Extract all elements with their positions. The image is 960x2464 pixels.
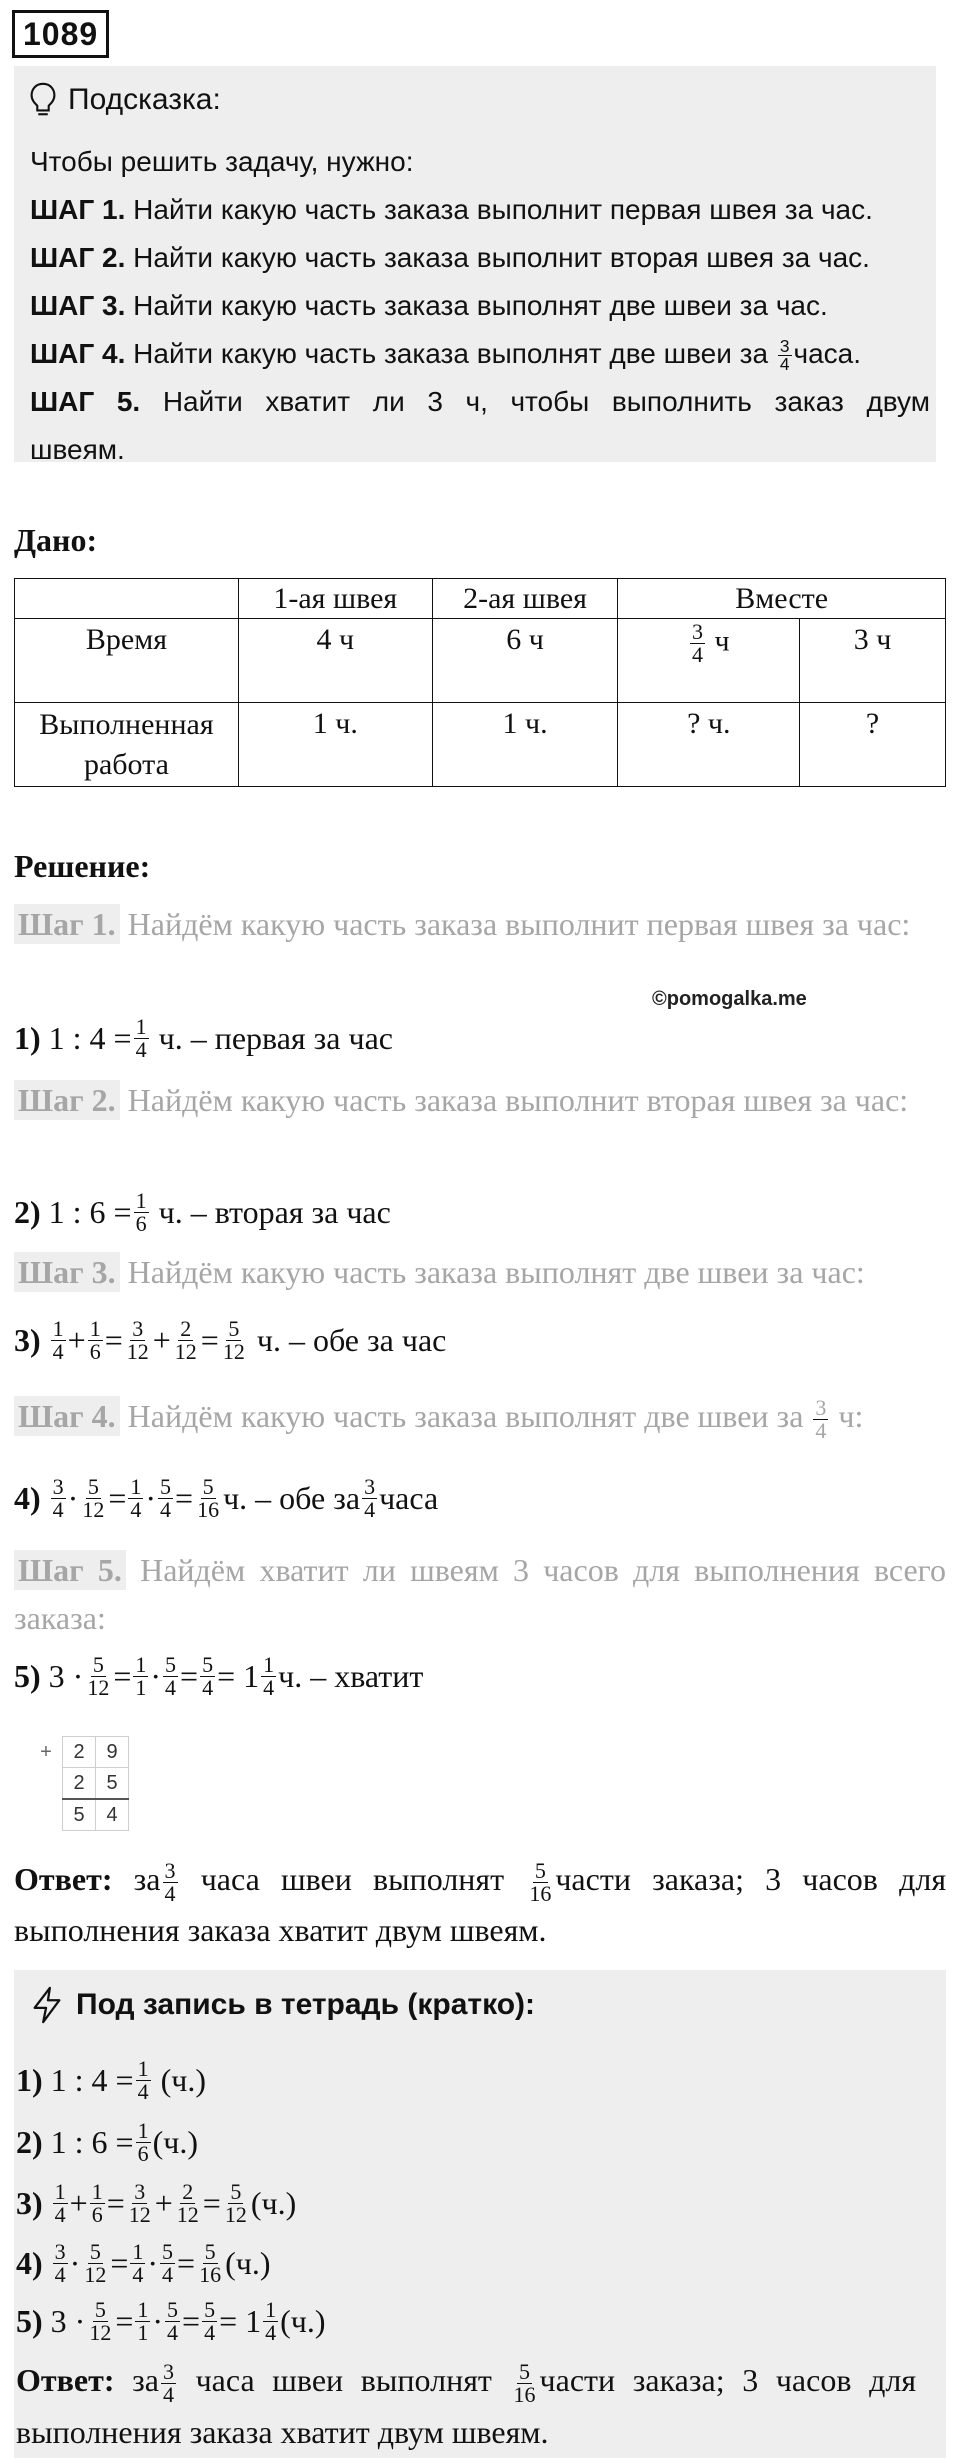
equation-4: 4) $\frac{3}{4}$ · $\frac{5}{12}$ = $\frac{1}{4}$ · $\frac{5}{4}$ = $\frac{5}{16}$ ч. – обе за $\frac{3}{4}$ часа xyxy=(14,1473,439,1522)
table-cell: 4 ч xyxy=(238,619,432,703)
lightning-icon xyxy=(30,1986,64,2024)
notebook-eq-5: 5) 3 · $\frac{5}{12}$ = $\frac{1}{1}$ · $\frac{5}{4}$ = $\frac{5}{4}$ = 1 $\frac{1}{4}$ (ч.) xyxy=(16,2296,326,2345)
equation-2: 2) 1 : 6 = $\frac{1}{6}$ ч. – вторая за час xyxy=(14,1187,391,1236)
calc-digit: 5 xyxy=(63,1799,96,1831)
calc-digit: 4 xyxy=(96,1799,129,1831)
notebook-answer: Ответ: за $\frac{3}{4}$ часа швеи выполнят $\frac{5}{16}$ части заказа; 3 часов для выполнения заказа хватит двум швеям. xyxy=(16,2359,917,2451)
equation-1: 1) 1 : 4 = $\frac{1}{4}$ ч. – первая за час xyxy=(14,1013,393,1062)
notebook-eq-4: 4) $\frac{3}{4}$ · $\frac{5}{12}$ = $\frac{1}{4}$ · $\frac{5}{4}$ = $\frac{5}{16}$ (ч.) xyxy=(16,2238,271,2287)
table-header-cell: 1-ая швея xyxy=(238,579,432,619)
table-cell xyxy=(15,579,239,619)
hint-step-1: ШАГ 1. Найти какую часть заказа выполнит первая швея за час. xyxy=(30,194,873,225)
calc-row xyxy=(30,1799,129,1831)
plus-sign: + xyxy=(30,1737,63,1768)
table-cell: 1 ч. xyxy=(238,703,432,787)
table-cell: 3 ч xyxy=(800,619,946,703)
fraction: $\frac{3}{4}$ xyxy=(779,335,790,375)
table-row xyxy=(15,703,946,787)
hint-intro: Чтобы решить задачу, нужно: xyxy=(30,146,414,177)
table-row xyxy=(15,579,946,619)
hint-step-5: ШАГ 5. Найти хватит ли 3 ч, чтобы выполнить заказ двум xyxy=(30,386,930,417)
table-header-cell: 2-ая швея xyxy=(432,579,618,619)
given-table xyxy=(14,578,946,787)
table-cell: ? ч. xyxy=(618,703,800,787)
notebook-header xyxy=(30,1982,535,2028)
lightbulb-icon xyxy=(28,81,58,119)
watermark: ©pomogalka.me xyxy=(652,988,807,1010)
table-cell: $\frac{3}{4}$ ч xyxy=(618,619,800,703)
task-number: 1089 xyxy=(12,10,109,58)
table-cell: 1 ч. xyxy=(432,703,618,787)
table-cell: 6 ч xyxy=(432,619,618,703)
step-1-header: Шаг 1. Найдём какую часть заказа выполнит первая швея за час: xyxy=(14,900,946,948)
table-row xyxy=(15,619,946,703)
calc-row xyxy=(30,1768,129,1800)
table-cell: Время xyxy=(15,619,239,703)
hint-box xyxy=(14,66,936,465)
solution-title: Решение: xyxy=(14,848,151,884)
step-3-header: Шаг 3. Найдём какую часть заказа выполнят две швеи за час: xyxy=(14,1248,946,1296)
step-2-header: Шаг 2. Найдём какую часть заказа выполнит вторая швея за час: xyxy=(14,1076,946,1124)
hint-step-2: ШАГ 2. Найти какую часть заказа выполнит вторая швея за час. xyxy=(30,242,870,273)
equation-5: 5) 3 · $\frac{5}{12}$ = $\frac{1}{1}$ · $\frac{5}{4}$ = $\frac{5}{4}$ = 1 $\frac{1}{4}$ ч. – хватит xyxy=(14,1651,424,1700)
calc-digit: 2 xyxy=(63,1737,96,1768)
step-5-header: Шаг 5. Найдём хватит ли швеям 3 часов для выполнения всего заказа: xyxy=(14,1552,947,1636)
calc-row xyxy=(30,1737,129,1768)
hint-step-5-cont: швеям. xyxy=(30,434,125,465)
calc-digit: 9 xyxy=(96,1737,129,1768)
notebook-eq-2: 2) 1 : 6 = $\frac{1}{6}$ (ч.) xyxy=(16,2117,198,2166)
step-4-header: Шаг 4. Найдём какую часть заказа выполнят две швеи за $\frac{3}{4}$ ч: xyxy=(14,1392,946,1442)
given-title: Дано: xyxy=(14,522,98,558)
answer: Ответ: за $\frac{3}{4}$ часа швеи выполнят $\frac{5}{16}$ части заказа; 3 часов для выполнения заказа хватит двум швеям. xyxy=(14,1858,947,1949)
table-cell: ? xyxy=(800,703,946,787)
hint-step-4: ШАГ 4. Найти какую часть заказа выполнят две швеи за $\frac{3}{4}$ часа. xyxy=(30,335,862,375)
column-addition xyxy=(30,1736,129,1831)
table-header-cell: Вместе xyxy=(618,579,946,619)
hint-step-3: ШАГ 3. Найти какую часть заказа выполнят две швеи за час. xyxy=(30,290,828,321)
calc-digit: 2 xyxy=(63,1768,96,1800)
calc-digit: 5 xyxy=(96,1768,129,1800)
table-cell: Выполненная работа xyxy=(15,703,239,787)
notebook-eq-1: 1) 1 : 4 = $\frac{1}{4}$ (ч.) xyxy=(16,2055,206,2104)
hint-title: Подсказка: xyxy=(68,83,221,116)
hint-header xyxy=(28,78,221,122)
equation-3: 3) $\frac{1}{4}$ + $\frac{1}{6}$ = $\frac{3}{12}$ + $\frac{2}{12}$ = $\frac{5}{12}$ ч. – обе за час xyxy=(14,1315,447,1364)
notebook-title: Под запись в тетрадь (кратко): xyxy=(76,1988,536,2021)
notebook-eq-3: 3) $\frac{1}{4}$ + $\frac{1}{6}$ = $\frac{3}{12}$ + $\frac{2}{12}$ = $\frac{5}{12}$ (ч.) xyxy=(16,2178,297,2227)
